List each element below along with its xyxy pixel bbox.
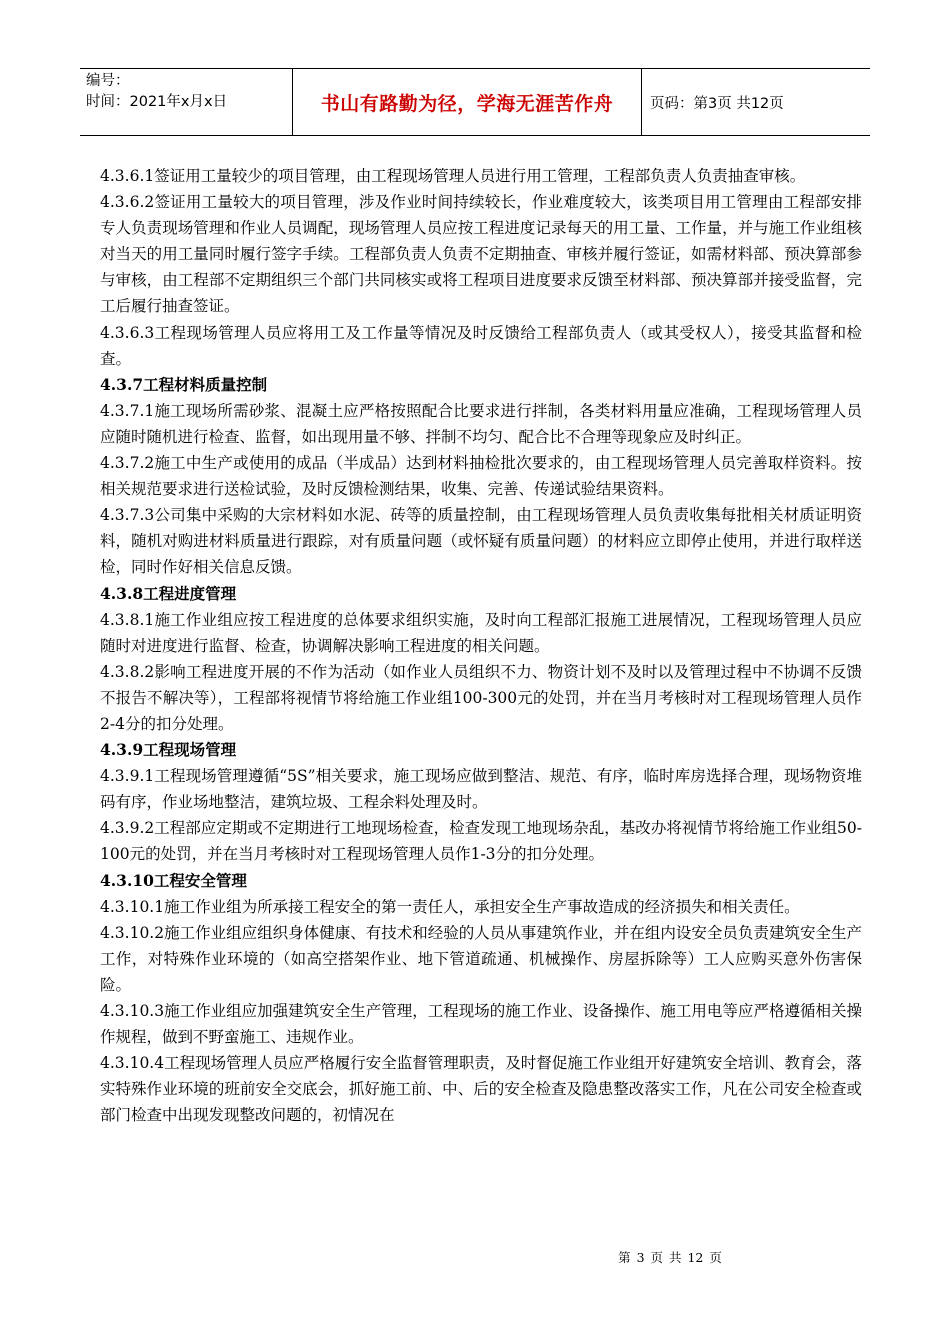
paragraph: 4.3.6.2签证用工量较大的项目管理，涉及作业时间持续较长，作业难度较大，该类项目用工管理由工程部安排专人负责现场管理和作业人员调配，现场管理人员应按工程进度记录每天的用工量、工作量，并与施工作业组核对当天的用工量同时履行签字手续。工程部负责人负责不定期抽查、审核并履行签证，如需材料部、预决算部参与审核，由工程部不定期组织三个部门共同核实或将工程项目进度要求反馈至材料部、预决算部并接受监督，完工后履行抽查签证。 (100, 193, 862, 316)
paragraph: 4.3.8.1施工作业组应按工程进度的总体要求组织实施，及时向工程部汇报施工进展情况，工程现场管理人员应随时对进度进行监督、检查，协调解决影响工程进度的相关问题。 (100, 610, 862, 655)
header-page-number: 页码：第3页 共12页 (650, 95, 784, 112)
header-info-cell (80, 69, 292, 135)
paragraph: 4.3.9.2工程部应定期或不定期进行工地现场检查，检查发现工地现场杂乱，基改办将视情节将给施工作业组50-100元的处罚，并在当月考核时对工程现场管理人员作1-3分的扣分处理。 (100, 819, 862, 864)
paragraph: 4.3.10.3施工作业组应加强建筑安全生产管理，工程现场的施工作业、设备操作、施工用电等应严格遵循相关操作规程，做到不野蛮施工、违规作业。 (100, 1002, 862, 1047)
paragraph: 4.3.8.2影响工程进度开展的不作为活动（如作业人员组织不力、物资计划不及时以及管理过程中不协调不反馈不报告不解决等），工程部将视情节将给施工作业组100-300元的处罚，并在当月考核时对工程现场管理人员作2-4分的扣分处理。 (100, 662, 862, 733)
paragraph: 4.3.7.1施工现场所需砂浆、混凝土应严格按照配合比要求进行拌制，各类材料用量应准确，工程现场管理人员应随时随机进行检查、监督，如出现用量不够、拌制不均匀、配合比不合理等现象应及时纠正。 (100, 401, 862, 446)
page-header (80, 68, 870, 136)
header-motto: 书山有路勤为径，学海无涯苦作舟 (292, 69, 642, 135)
paragraph: 4.3.6.3工程现场管理人员应将用工及工作量等情况及时反馈给工程部负责人（或其受权人），接受其监督和检查。 (100, 323, 862, 368)
document-time-label: 时间：2021年x月x日 (86, 94, 228, 110)
section-heading: 4.3.8工程进度管理 (100, 583, 237, 603)
paragraph: 4.3.6.1签证用工量较少的项目管理，由工程现场管理人员进行用工管理，工程部负责人负责抽查审核。 (100, 167, 806, 185)
paragraph: 4.3.10.1施工作业组为所承接工程安全的第一责任人，承担安全生产事故造成的经济损失和相关责任。 (100, 897, 800, 916)
paragraph: 4.3.10.2施工作业组应组织身体健康、有技术和经验的人员从事建筑作业，并在组内设安全员负责建筑安全生产工作，对特殊作业环境的（如高空搭架作业、地下管道疏通、机械操作、房屋拆除等）工人应购买意外伤害保险。 (100, 923, 862, 994)
paragraph: 4.3.7.3公司集中采购的大宗材料如水泥、砖等的质量控制，由工程现场管理人员负责收集每批相关材质证明资料，随机对购进材料质量进行跟踪，对有质量问题（或怀疑有质量问题）的材料应立即停止使用，并进行取样送检，同时作好相关信息反馈。 (100, 506, 862, 577)
section-heading: 4.3.9工程现场管理 (100, 740, 237, 760)
paragraph: 4.3.9.1工程现场管理遵循“5S”相关要求，施工现场应做到整洁、规范、有序，临时库房选择合理，现场物资堆码有序，作业场地整洁，建筑垃圾、工程余料处理及时。 (100, 767, 862, 812)
paragraph: 4.3.7.2施工中生产或使用的成品（半成品）达到材料抽检批次要求的，由工程现场管理人员完善取样资料。按相关规范要求进行送检试验，及时反馈检测结果，收集、完善、传递试验结果资料。 (100, 454, 862, 499)
paragraph: 4.3.10.4工程现场管理人员应严格履行安全监督管理职责，及时督促施工作业组开好建筑安全培训、教育会，落实特殊作业环境的班前安全交底会，抓好施工前、中、后的安全检查及隐患整改落实工作，凡在公司安全检查或部门检查中出现发现整改问题的，初情况在 (100, 1054, 862, 1125)
section-heading: 4.3.10工程安全管理 (100, 870, 247, 890)
document-body (100, 163, 862, 1128)
section-heading: 4.3.7工程材料质量控制 (100, 374, 268, 394)
page-footer: 第 3 页 共 12 页 (618, 1250, 722, 1265)
document-number-label: 编号： (86, 73, 130, 89)
